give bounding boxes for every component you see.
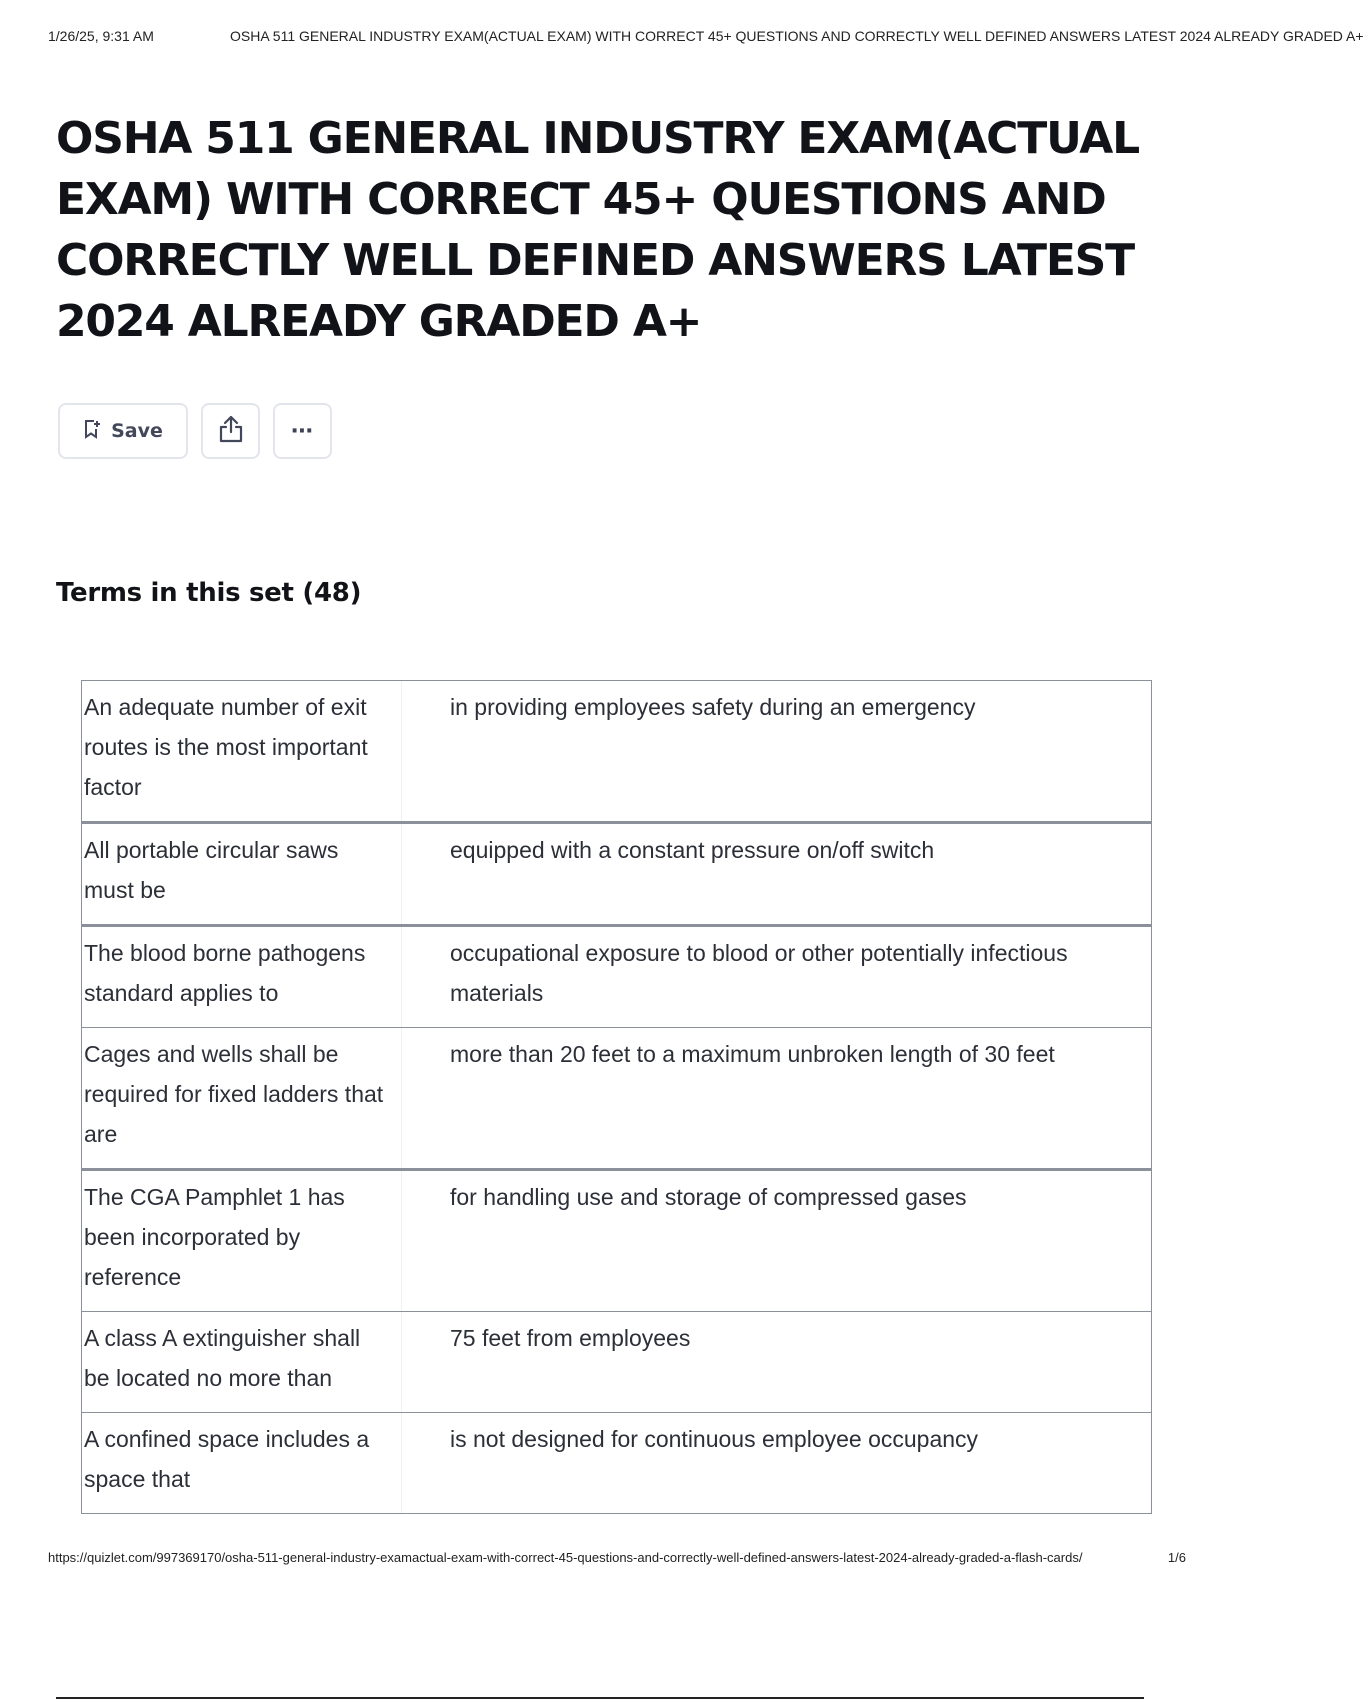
definition-text: for handling use and storage of compressed gases (450, 1184, 967, 1210)
print-document-title: OSHA 511 GENERAL INDUSTRY EXAM(ACTUAL EXAM) WITH CORRECT 45+ QUESTIONS AND CORRECTLY WELL DEFINED ANSWERS LATEST 2024 ALREADY GRADED A+ (230, 28, 1364, 44)
term-text: Cages and wells shall be required for fixed ladders that are (82, 1028, 402, 1168)
table-row (82, 681, 1151, 821)
term-text: An adequate number of exit routes is the most important factor (82, 681, 402, 821)
definition-text: more than 20 feet to a maximum unbroken length of 30 feet (450, 1041, 1055, 1067)
table-row (82, 1412, 1151, 1513)
definition-text: equipped with a constant pressure on/off switch (450, 837, 935, 863)
table-row (82, 924, 1151, 1027)
terms-table (81, 680, 1152, 1514)
save-label: Save (111, 420, 163, 442)
page-number: 1/6 (1167, 1550, 1186, 1565)
table-row (82, 821, 1151, 924)
share-button[interactable] (201, 403, 260, 459)
share-icon (217, 414, 245, 449)
print-footer (48, 1550, 1186, 1565)
print-url: https://quizlet.com/997369170/osha-511-general-industry-examactual-exam-with-correct-45-questions-and-correctly-well-defined-answers-latest-2024-already-graded-a-flash-cards/ (48, 1550, 1083, 1565)
table-row (82, 1311, 1151, 1412)
action-bar (58, 403, 332, 459)
definition-text: 75 feet from employees (450, 1325, 691, 1351)
divider (56, 1697, 1144, 1699)
more-icon: ⋯ (291, 418, 314, 443)
term-text: All portable circular saws must be (82, 824, 402, 924)
bookmark-plus-icon (83, 419, 101, 444)
terms-heading: Terms in this set (48) (56, 578, 362, 608)
table-row (82, 1027, 1151, 1168)
definition-text: in providing employees safety during an emergency (450, 694, 976, 720)
definition-text: occupational exposure to blood or other potentially infectious materials (450, 940, 1068, 1006)
term-text: A class A extinguisher shall be located no more than (82, 1312, 402, 1412)
save-button[interactable] (58, 403, 188, 459)
definition-text: is not designed for continuous employee occupancy (450, 1426, 979, 1452)
page-title: OSHA 511 GENERAL INDUSTRY EXAM(ACTUAL EXAM) WITH CORRECT 45+ QUESTIONS AND CORRECTLY WELL DEFINED ANSWERS LATEST 2024 ALREADY GRADED A+ (56, 113, 1139, 347)
term-text: The CGA Pamphlet 1 has been incorporated by reference (82, 1171, 402, 1311)
print-header (48, 28, 1364, 44)
print-date: 1/26/25, 9:31 AM (48, 28, 154, 44)
table-row (82, 1168, 1151, 1311)
term-text: The blood borne pathogens standard applies to (82, 927, 402, 1027)
more-options-button[interactable] (273, 403, 332, 459)
term-text: A confined space includes a space that (82, 1413, 402, 1513)
